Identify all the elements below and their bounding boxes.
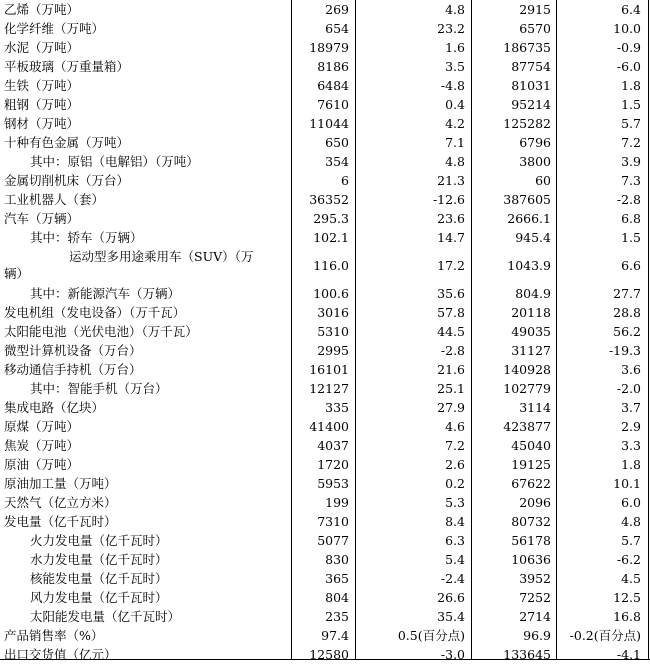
- row-label: 水力发电量（亿千瓦时）: [30, 552, 168, 567]
- growth-cumulative: 6.4: [621, 2, 641, 17]
- growth-cumulative: 1.5: [621, 97, 641, 112]
- growth-cumulative: 12.5: [613, 590, 641, 605]
- value-current-month: 199: [325, 495, 349, 510]
- row-label: 化学纤维（万吨）: [4, 21, 105, 36]
- table-row: [0, 247, 650, 284]
- table-row: [0, 0, 650, 19]
- row-label: 微型计算机设备（万台）: [4, 343, 142, 358]
- table-row: [0, 57, 650, 76]
- value-current-month: 295.3: [313, 211, 349, 226]
- growth-cumulative: 10.1: [613, 476, 641, 491]
- row-label: 太阳能发电量（亿千瓦时）: [30, 609, 181, 624]
- value-cumulative: 49035: [511, 324, 551, 339]
- value-current-month: 5310: [317, 324, 349, 339]
- growth-current-month: 23.6: [437, 211, 465, 226]
- table-row: [0, 190, 650, 209]
- growth-current-month: 25.1: [437, 381, 465, 396]
- table-row: [0, 512, 650, 531]
- growth-cumulative: 7.2: [621, 135, 641, 150]
- table-row: [0, 379, 650, 398]
- table-row: [0, 228, 650, 247]
- table-row: [0, 19, 650, 38]
- row-label: 平板玻璃（万重量箱）: [4, 59, 130, 74]
- row-label: 原油加工量（万吨）: [4, 476, 117, 491]
- value-current-month: 7610: [317, 97, 349, 112]
- row-label: 发电机组（发电设备）（万千瓦）: [4, 305, 186, 320]
- table-row: [0, 341, 650, 360]
- value-current-month: 2995: [317, 343, 349, 358]
- growth-cumulative: 3.7: [621, 400, 641, 415]
- value-cumulative: 125282: [503, 116, 551, 131]
- table-row: [0, 493, 650, 512]
- growth-cumulative: 16.8: [613, 609, 641, 624]
- table-row: [0, 569, 650, 588]
- table-row: [0, 322, 650, 341]
- row-label: 其中：智能手机（万台）: [30, 381, 168, 396]
- growth-cumulative: 5.7: [621, 116, 641, 131]
- value-current-month: 804: [325, 590, 349, 605]
- growth-current-month: 44.5: [437, 324, 465, 339]
- growth-cumulative: 56.2: [613, 324, 641, 339]
- row-label: 汽车（万辆）: [4, 211, 80, 226]
- growth-current-month: 21.6: [437, 362, 465, 377]
- value-current-month: 6484: [317, 78, 349, 93]
- growth-current-month: 0.4: [445, 97, 465, 112]
- growth-current-month: -2.4: [440, 571, 465, 586]
- growth-current-month: 7.1: [445, 135, 465, 150]
- row-label: 风力发电量（亿千瓦时）: [30, 590, 168, 605]
- value-current-month: 18979: [309, 40, 349, 55]
- table-row: [0, 171, 650, 190]
- growth-cumulative: 4.5: [621, 571, 641, 586]
- growth-current-month: 26.6: [437, 590, 465, 605]
- value-current-month: 4037: [317, 438, 349, 453]
- growth-current-month: 5.3: [445, 495, 465, 510]
- growth-cumulative: 7.3: [621, 173, 641, 188]
- growth-current-month: 23.2: [437, 21, 465, 36]
- growth-current-month: 5.4: [445, 552, 465, 567]
- value-current-month: 3016: [317, 305, 349, 320]
- growth-cumulative: -6.0: [616, 59, 641, 74]
- table-row: [0, 284, 650, 303]
- value-current-month: 6: [341, 173, 349, 188]
- growth-current-month: 6.3: [445, 533, 465, 548]
- growth-cumulative: 1.5: [621, 230, 641, 245]
- row-label: 火力发电量（亿千瓦时）: [30, 533, 168, 548]
- growth-current-month: 0.2: [445, 476, 465, 491]
- value-current-month: 116.0: [313, 258, 349, 273]
- row-label: 发电量（亿千瓦时）: [4, 514, 117, 529]
- row-label: 太阳能电池（光伏电池）（万千瓦）: [4, 324, 198, 339]
- row-label-continued: 辆）: [4, 266, 30, 281]
- growth-cumulative: 1.8: [621, 78, 641, 93]
- value-cumulative: 67622: [511, 476, 551, 491]
- table-row: [0, 436, 650, 455]
- row-label: 粗钢（万吨）: [4, 97, 80, 112]
- growth-cumulative: 1.8: [621, 457, 641, 472]
- growth-cumulative: 3.9: [621, 154, 641, 169]
- growth-cumulative: 28.8: [613, 305, 641, 320]
- table-row: [0, 133, 650, 152]
- value-current-month: 654: [325, 21, 349, 36]
- value-current-month: 650: [325, 135, 349, 150]
- table-row: [0, 114, 650, 133]
- value-cumulative: 3114: [519, 400, 551, 415]
- value-cumulative: 6570: [519, 21, 551, 36]
- value-cumulative: 423877: [503, 419, 551, 434]
- growth-cumulative: -19.3: [608, 343, 641, 358]
- value-current-month: 1720: [317, 457, 349, 472]
- value-cumulative: 3952: [519, 571, 551, 586]
- table-row: [0, 95, 650, 114]
- growth-current-month: 4.2: [445, 116, 465, 131]
- growth-current-month: 7.2: [445, 438, 465, 453]
- value-cumulative: 87754: [511, 59, 551, 74]
- growth-current-month: 3.5: [445, 59, 465, 74]
- value-current-month: 7310: [317, 514, 349, 529]
- growth-cumulative: 6.8: [621, 211, 641, 226]
- growth-current-month: 27.9: [437, 400, 465, 415]
- growth-cumulative: 27.7: [613, 286, 641, 301]
- growth-current-month: 57.8: [437, 305, 465, 320]
- value-current-month: 269: [325, 2, 349, 17]
- growth-current-month: 35.4: [437, 609, 465, 624]
- row-label: 焦炭（万吨）: [4, 438, 80, 453]
- row-label: 移动通信手持机（万台）: [4, 362, 142, 377]
- row-label: 其中：原铝（电解铝）（万吨）: [30, 154, 199, 169]
- value-cumulative: 804.9: [515, 286, 551, 301]
- value-cumulative: 56178: [511, 533, 551, 548]
- value-cumulative: 1043.9: [507, 258, 551, 273]
- growth-cumulative: -2.8: [616, 192, 641, 207]
- row-label: 天然气（亿立方米）: [4, 495, 117, 510]
- value-cumulative: 31127: [511, 343, 551, 358]
- growth-current-month: 21.3: [437, 173, 465, 188]
- table-row: [0, 38, 650, 57]
- value-cumulative: 80732: [511, 514, 551, 529]
- value-cumulative: 7252: [519, 590, 551, 605]
- growth-cumulative: 2.9: [621, 419, 641, 434]
- table-row: [0, 588, 650, 607]
- value-current-month: 235: [325, 609, 349, 624]
- growth-current-month: -3.0: [440, 647, 465, 662]
- row-label: 其中：轿车（万辆）: [30, 230, 143, 245]
- growth-current-month: 0.5(百分点): [397, 628, 465, 643]
- growth-current-month: 2.6: [445, 457, 465, 472]
- value-current-month: 365: [325, 571, 349, 586]
- row-label: 乙烯（万吨）: [4, 2, 80, 17]
- growth-current-month: 17.2: [437, 258, 465, 273]
- table-row: [0, 76, 650, 95]
- growth-cumulative: 4.8: [621, 514, 641, 529]
- row-label: 钢材（万吨）: [4, 116, 80, 131]
- value-cumulative: 3800: [519, 154, 551, 169]
- value-current-month: 102.1: [313, 230, 349, 245]
- value-cumulative: 186735: [503, 40, 551, 55]
- table-row: [0, 626, 650, 645]
- growth-cumulative: -6.2: [616, 552, 641, 567]
- growth-current-month: 4.8: [445, 2, 465, 17]
- growth-cumulative: 10.0: [613, 21, 641, 36]
- value-current-month: 354: [325, 154, 349, 169]
- table-row: [0, 209, 650, 228]
- value-cumulative: 945.4: [515, 230, 551, 245]
- value-current-month: 12580: [309, 647, 349, 662]
- value-cumulative: 96.9: [523, 628, 551, 643]
- growth-cumulative: 3.6: [621, 362, 641, 377]
- value-cumulative: 102779: [503, 381, 551, 396]
- value-cumulative: 19125: [511, 457, 551, 472]
- value-cumulative: 140928: [503, 362, 551, 377]
- value-current-month: 5077: [317, 533, 349, 548]
- table-row: [0, 303, 650, 322]
- row-label: 产品销售率（%）: [4, 628, 104, 643]
- table-row: [0, 417, 650, 436]
- row-label: 工业机器人（套）: [4, 192, 105, 207]
- growth-cumulative: 3.3: [621, 438, 641, 453]
- growth-current-month: 14.7: [437, 230, 465, 245]
- value-cumulative: 81031: [511, 78, 551, 93]
- value-cumulative: 45040: [511, 438, 551, 453]
- value-cumulative: 2915: [519, 2, 551, 17]
- growth-cumulative: -0.9: [616, 40, 641, 55]
- value-current-month: 16101: [309, 362, 349, 377]
- row-label: 金属切削机床（万台）: [4, 173, 130, 188]
- value-current-month: 830: [325, 552, 349, 567]
- value-current-month: 8186: [317, 59, 349, 74]
- table-row: [0, 455, 650, 474]
- value-current-month: 100.6: [313, 286, 349, 301]
- growth-current-month: 8.4: [445, 514, 465, 529]
- row-label: 其中：新能源汽车（万辆）: [30, 286, 181, 301]
- growth-cumulative: -2.0: [616, 381, 641, 396]
- table-row: [0, 550, 650, 569]
- row-label: 生铁（万吨）: [4, 78, 80, 93]
- value-current-month: 11044: [309, 116, 349, 131]
- value-cumulative: 95214: [511, 97, 551, 112]
- value-current-month: 12127: [309, 381, 349, 396]
- growth-cumulative: 6.0: [621, 495, 641, 510]
- value-cumulative: 10636: [511, 552, 551, 567]
- value-cumulative: 60: [535, 173, 551, 188]
- row-label: 核能发电量（亿千瓦时）: [30, 571, 168, 586]
- growth-current-month: 35.6: [437, 286, 465, 301]
- growth-cumulative: -0.2(百分点): [569, 628, 641, 643]
- table-row: [0, 152, 650, 171]
- table-row: [0, 531, 650, 550]
- value-cumulative: 387605: [503, 192, 551, 207]
- value-cumulative: 6796: [519, 135, 551, 150]
- growth-current-month: 1.6: [445, 40, 465, 55]
- growth-current-month: -12.6: [432, 192, 465, 207]
- row-label: 集成电路（亿块）: [4, 400, 105, 415]
- value-current-month: 5953: [317, 476, 349, 491]
- value-cumulative: 2096: [519, 495, 551, 510]
- value-current-month: 335: [325, 400, 349, 415]
- value-cumulative: 2714: [519, 609, 551, 624]
- row-label: 水泥（万吨）: [4, 40, 80, 55]
- value-cumulative: 2666.1: [507, 211, 551, 226]
- value-current-month: 36352: [309, 192, 349, 207]
- row-label: 十种有色金属（万吨）: [4, 135, 130, 150]
- growth-cumulative: 6.6: [621, 258, 641, 273]
- row-label: 出口交货值（亿元）: [4, 647, 117, 662]
- growth-current-month: -2.8: [440, 343, 465, 358]
- row-label: 原煤（万吨）: [4, 419, 80, 434]
- value-current-month: 41400: [309, 419, 349, 434]
- value-current-month: 97.4: [321, 628, 349, 643]
- table-row: [0, 360, 650, 379]
- row-label: 运动型多用途乘用车（SUV）（万: [69, 249, 254, 264]
- growth-current-month: 4.8: [445, 154, 465, 169]
- table-row: [0, 398, 650, 417]
- growth-cumulative: 5.7: [621, 533, 641, 548]
- value-cumulative: 20118: [511, 305, 551, 320]
- table-row: [0, 607, 650, 626]
- growth-current-month: 4.6: [445, 419, 465, 434]
- growth-current-month: -4.8: [440, 78, 465, 93]
- value-cumulative: 133645: [503, 647, 551, 662]
- table-row: [0, 474, 650, 493]
- row-label: 原油（万吨）: [4, 457, 80, 472]
- growth-cumulative: -4.1: [616, 647, 641, 662]
- table-row: [0, 645, 650, 664]
